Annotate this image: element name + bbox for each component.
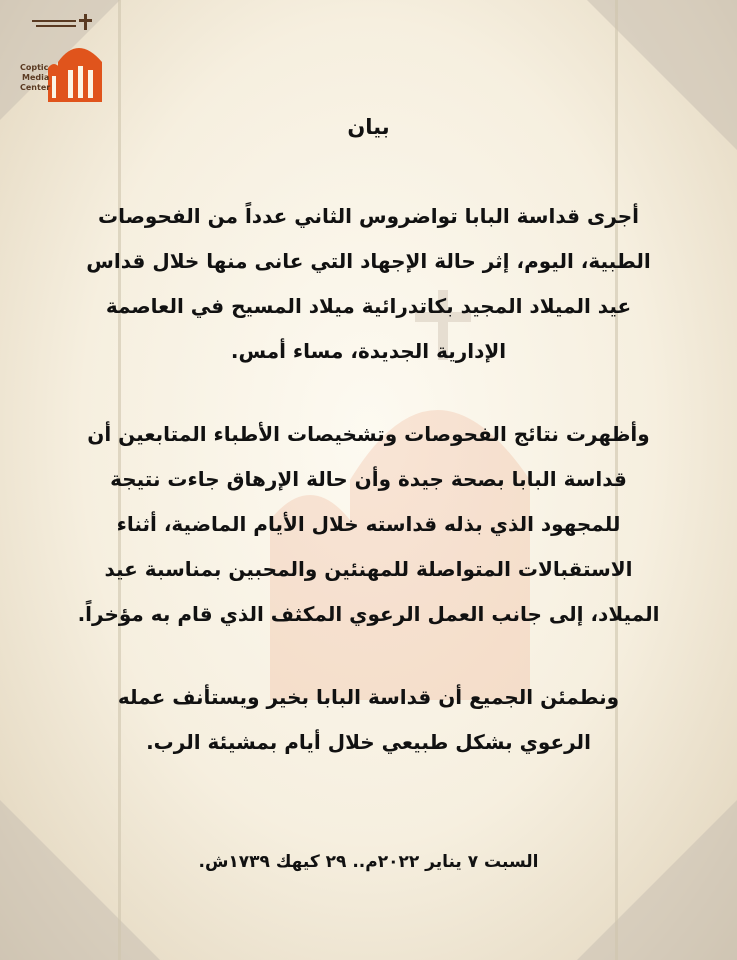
paragraph-2 — [40, 412, 697, 637]
text-line: الرعوي بشكل طبيعي خلال أيام بمشيئة الرب. — [146, 730, 591, 754]
logo-caption-line-1: Coptic — [20, 63, 49, 72]
paragraph-1 — [40, 194, 697, 374]
text-line: وأظهرت نتائج الفحوصات وتشخيصات الأطباء المتابعين أن — [87, 422, 650, 446]
text-line: الاستقبالات المتواصلة للمهنئين والمحبين بمناسبة عيد — [104, 557, 633, 581]
text-line: ونطمئن الجميع أن قداسة البابا بخير ويستأنف عمله — [117, 685, 620, 709]
statement-body — [40, 112, 697, 803]
text-line: الطبية، اليوم، إثر حالة الإجهاد التي عانى منها خلال قداس — [86, 249, 651, 273]
corner-fold-bottom-right — [577, 800, 737, 960]
text-line: للمجهود الذي بذله قداسته خلال الأيام الماضية، أثناء — [116, 512, 621, 536]
text-line: الإدارية الجديدة، مساء أمس. — [230, 339, 507, 363]
text-line: عيد الميلاد المجيد بكاتدرائية ميلاد المسيح في العاصمة — [105, 294, 632, 318]
coptic-media-center-logo — [18, 10, 110, 102]
corner-fold-bottom-left — [0, 800, 160, 960]
logo-caption-line-2: Media — [22, 73, 50, 82]
paragraph-3 — [40, 675, 697, 765]
text-line: قداسة البابا بصحة جيدة وأن حالة الإرهاق جاءت نتيجة — [110, 467, 627, 491]
text-line: أجرى قداسة البابا تواضروس الثاني عدداً من الفحوصات — [98, 204, 639, 228]
logo-caption-line-3: Center — [20, 83, 51, 92]
text-line: الميلاد، إلى جانب العمل الرعوي المكثف الذي قام به مؤخراً. — [77, 602, 660, 626]
statement-title: بيان — [347, 115, 390, 139]
statement-date: السبت ٧ يناير ٢٠٢٢م.. ٢٩ كيهك ١٧٣٩ش. — [198, 852, 539, 872]
